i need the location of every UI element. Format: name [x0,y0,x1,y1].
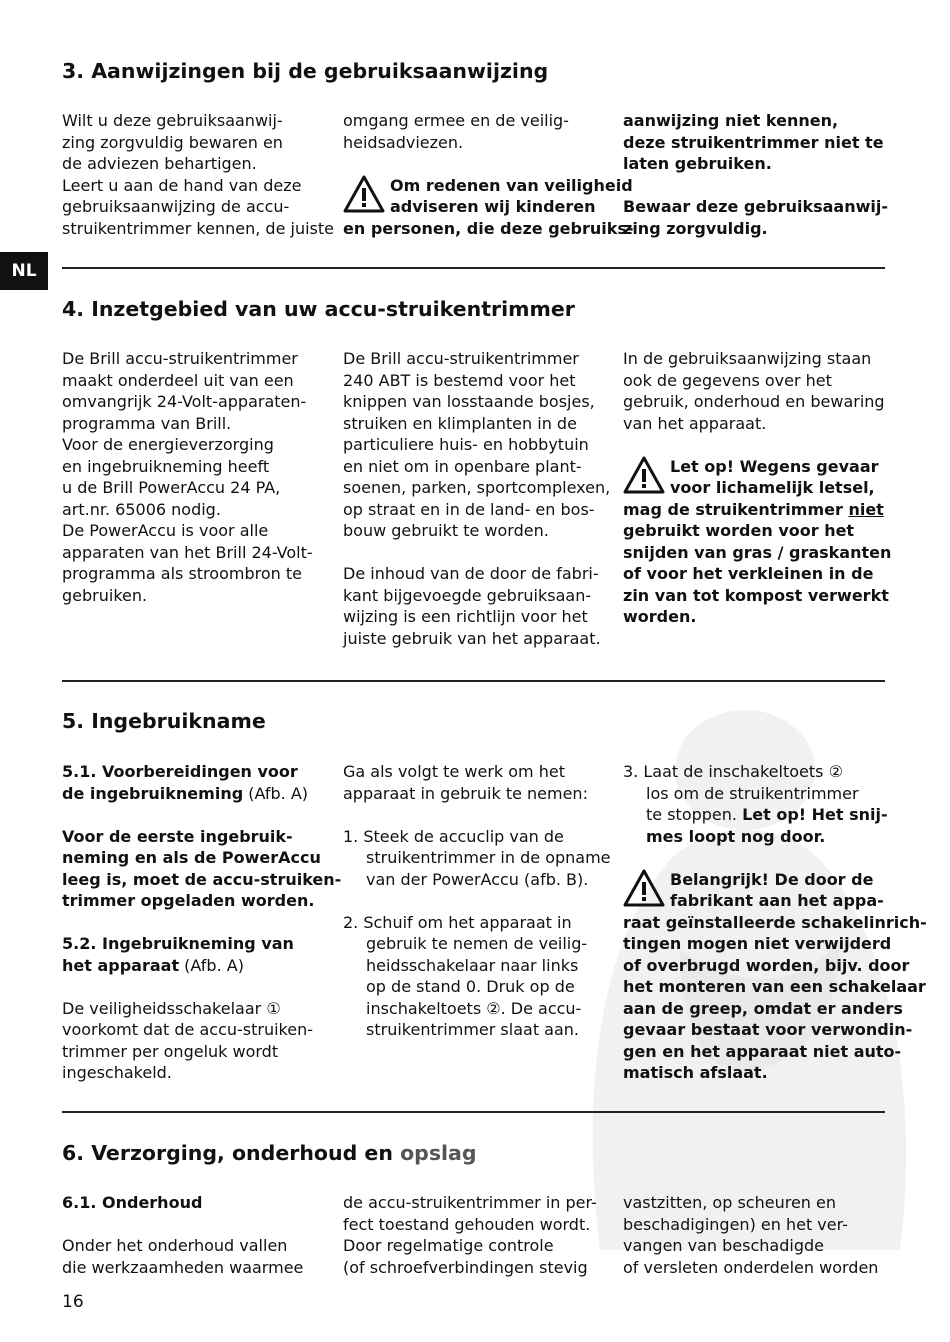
section-5-col-3 [623,761,927,1084]
subsection-heading: 5.1. Voorbereidingen voor [62,762,298,781]
text-line: los om de struikentrimmer [646,783,859,803]
text-line: gebruikt worden voor het [623,521,855,540]
divider [62,1111,885,1113]
section-6-title [62,1141,477,1165]
text-line: Let op! Wegens gevaar [670,456,879,476]
text-line: De Brill accu-struikentrimmer [343,349,579,368]
section-6-col-3 [623,1192,888,1278]
text-line: omvangrijk 24-Volt-apparaten- [62,392,307,411]
text-line: struikentrimmer slaat aan. [366,1020,580,1039]
text-line: struikentrimmer kennen, de juiste [62,218,334,238]
text-line: of overbrugd worden, bijv. door [623,955,910,975]
text-line: raat geïnstalleerde schakelinrich- [623,912,927,932]
text-span: 6. Verzorging, onderhoud en [62,1141,401,1165]
text-line: bouw gebruikt te worden. [343,521,549,540]
text-line: vastzitten, op scheuren en [623,1193,836,1212]
text-line: trimmer per ongeluk wordt [62,1041,279,1061]
text-span: (Afb. A) [243,783,309,803]
text-line: De veiligheidsschakelaar ① [62,998,281,1018]
text-span: te stoppen. [646,805,743,824]
text-span: het apparaat [62,955,180,975]
text-line: worden. [623,607,697,626]
text-span: mag de struikentrimmer [623,499,849,519]
text-line: voorkomt dat de accu-struiken- [62,1020,313,1039]
text-line: beschadigingen) en het ver- [623,1214,848,1234]
text-line: knippen van losstaande bosjes, [343,392,595,411]
section-5-title: 5. Ingebruikname [62,709,266,733]
text-line: van het apparaat. [623,413,767,433]
section-6-col-2 [343,1192,608,1278]
warning-triangle-icon [623,869,665,907]
section-4-col-2 [343,348,611,649]
section-3-col-3 [623,110,888,239]
text-line: programma van Brill. [62,413,232,433]
text-line: Door regelmatige controle [343,1236,554,1255]
text-line: Leert u aan de hand van deze [62,175,302,195]
section-4-title: 4. Inzetgebied van uw accu-struikentrimmer [62,297,575,321]
subsection-heading [62,955,327,977]
section-6-col-1 [62,1192,327,1278]
warning-triangle-icon [623,456,665,494]
injury-warning [623,456,892,628]
text-line: programma als stroombron te [62,564,302,583]
section-3-col-2 [343,110,634,239]
text-line: maakt onderdeel uit van een [62,370,294,390]
text-line: adviseren wij kinderen [390,197,596,216]
text-line: De inhoud van de door de fabri- [343,564,599,583]
text-line: deze struikentrimmer niet te [623,132,884,152]
text-line: van der PowerAccu (afb. B). [366,869,589,889]
text-line: snijden van gras / graskanten [623,542,892,562]
text-line: De Brill accu-struikentrimmer [62,349,298,368]
text-line: Onder het onderhoud vallen [62,1236,288,1255]
text-span: (Afb. A) [179,955,244,975]
section-5-col-1 [62,761,342,1084]
text-line: Belangrijk! De door de [670,869,874,889]
text-line [623,499,888,521]
text-line: aanwijzing niet kennen, [623,111,839,130]
divider [62,680,885,682]
section-4-col-1 [62,348,327,606]
text-line: zing zorgvuldig bewaren en [62,132,283,152]
text-line: en niet om in openbare plant- [343,456,582,476]
text-line: art.nr. 65006 nodig. [62,499,221,519]
text-line: op straat en in de land- en bos- [343,499,595,519]
text-line: In de gebruiksaanwijzing staan [623,349,872,368]
page-number: 16 [62,1292,84,1312]
text-line: 240 ABT is bestemd voor het [343,370,576,390]
text-span: de ingebruikneming [62,783,244,803]
divider [62,267,885,269]
text-line: Om redenen van veiligheid [390,175,633,195]
text-line: Voor de eerste ingebruik- [62,826,293,846]
text-line: struikentrimmer in de opname [366,848,611,867]
text-line: matisch afslaat. [623,1063,768,1082]
section-4-col-3 [623,348,892,628]
text-line: fect toestand gehouden wordt. [343,1214,591,1234]
text-line: heidsschakelaar naar links [366,955,579,975]
text-line: Ga als volgt te werk om het [343,762,565,781]
text-line: wijzing is een richtlijn voor het [343,607,588,626]
text-line: tingen mogen niet verwijderd [623,934,892,953]
text-line: Voor de energieverzorging [62,435,274,454]
text-line: trimmer opgeladen worden. [62,891,315,910]
text-line: heidsadviezen. [343,132,464,152]
text-line [623,804,888,826]
text-line: De PowerAccu is voor alle [62,521,269,540]
text-line: juiste gebruik van het apparaat. [343,628,601,648]
text-line: voor lichamelijk letsel, [670,478,875,497]
text-line: apparaten van het Brill 24-Volt- [62,542,313,562]
text-line: fabrikant aan het appa- [670,891,884,910]
text-line: soenen, parken, sportcomplexen, [343,478,611,497]
section-5-col-2 [343,761,611,1041]
underlined-word: niet [848,499,884,519]
text-line: gebruik te nemen de veilig- [366,934,588,953]
text-line: apparaat in gebruik te nemen: [343,783,588,803]
text-line: leeg is, moet de accu-struiken- [62,869,342,889]
step-item: 3. Laat de inschakeltoets ② [623,762,843,781]
language-tab: NL [0,252,48,290]
text-line: (of schroefverbindingen stevig [343,1257,588,1277]
text-line: neming en als de PowerAccu [62,848,321,867]
subsection-heading: 5.2. Ingebruikneming van [62,934,294,953]
text-line: zing zorgvuldig. [623,218,768,238]
text-line: of voor het verkleinen in de [623,564,874,583]
text-line: ook de gegevens over het [623,370,832,390]
warning-triangle-icon [343,175,385,213]
section-3-col-1 [62,110,334,239]
step-item: 2. Schuif om het apparaat in [343,912,572,932]
text-span: Let op! Het snij- [742,805,888,824]
text-span: opslag [400,1141,477,1165]
text-line: op de stand 0. Druk op de [366,977,575,996]
text-line: struiken en klimplanten in de [343,413,577,433]
text-line: en ingebruikneming heeft [62,456,270,476]
text-line: particuliere huis- en hobbytuin [343,435,589,454]
text-line: gebruiksaanwijzing de accu- [62,197,290,216]
text-line: die werkzaamheden waarmee [62,1257,304,1277]
text-line: gebruiken. [62,585,148,605]
safety-warning [343,175,634,240]
text-line: vangen van beschadigde [623,1236,824,1255]
text-line: inschakeltoets ②. De accu- [366,998,582,1018]
text-line: aan de greep, omdat er anders [623,998,903,1018]
text-line: de adviezen behartigen. [62,154,257,173]
text-line: zin van tot kompost verwerkt [623,585,889,605]
subsection-heading [62,783,327,805]
text-line: en personen, die deze gebruiks- [343,218,634,238]
text-line: laten gebruiken. [623,154,772,173]
text-line: gen en het apparaat niet auto- [623,1041,902,1061]
text-line: gebruik, onderhoud en bewaring [623,392,885,411]
text-line: of versleten onderdelen worden [623,1257,879,1277]
important-warning [623,869,927,1084]
text-line: de accu-struikentrimmer in per- [343,1193,597,1212]
text-line: u de Brill PowerAccu 24 PA, [62,478,281,497]
step-item: 1. Steek de accuclip van de [343,826,564,846]
text-line: kant bijgevoegde gebruiksaan- [343,585,592,605]
section-3-title: 3. Aanwijzingen bij de gebruiksaanwijzing [62,59,549,83]
text-line: omgang ermee en de veilig- [343,111,569,130]
text-line: mes loopt nog door. [646,826,826,846]
text-line: ingeschakeld. [62,1063,172,1082]
text-line: gevaar bestaat voor verwondin- [623,1020,913,1039]
text-line: Wilt u deze gebruiksaanwij- [62,111,283,130]
subsection-heading: 6.1. Onderhoud [62,1193,203,1212]
text-line: het monteren van een schakelaar [623,977,926,996]
text-line: Bewaar deze gebruiksaanwij- [623,197,888,216]
